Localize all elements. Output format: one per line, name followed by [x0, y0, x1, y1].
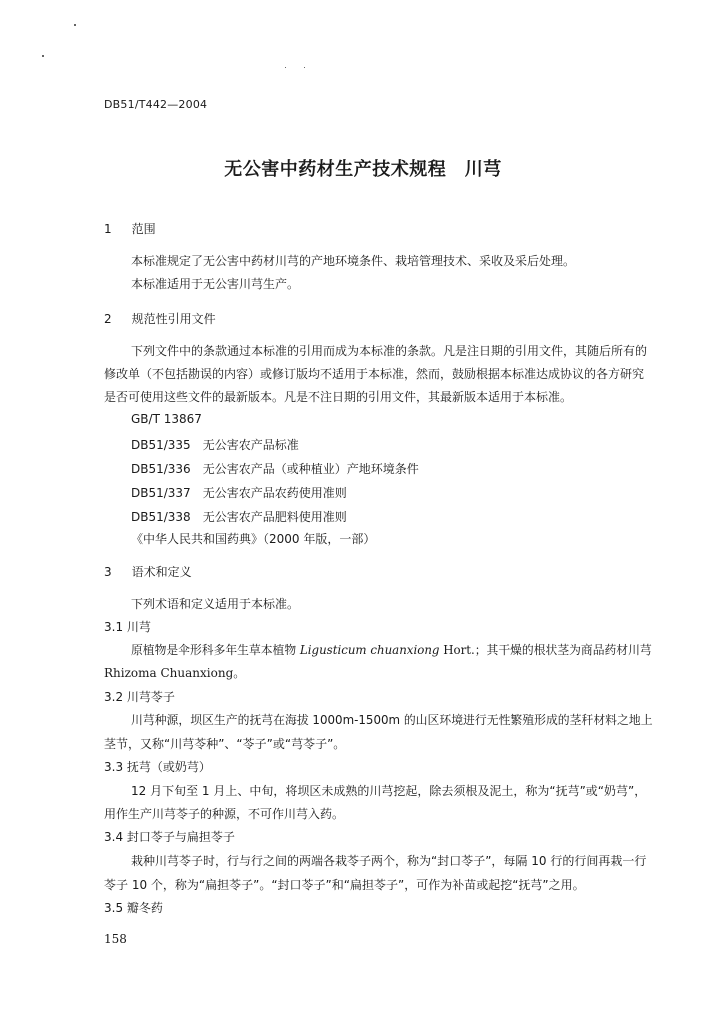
paragraph: 本标准规定了无公害中药材川芎的产地环境条件、栽培管理技术、采收及采后处理。: [131, 254, 576, 268]
reference-item: DB51/337 无公害农产品农药使用准则: [131, 486, 347, 500]
latin-name: Ligusticum chuanxiong: [299, 643, 440, 657]
section-title: 语术和定义: [131, 565, 192, 579]
section-3-heading: [104, 563, 192, 580]
term-heading: 3.5 瓣冬药: [104, 901, 163, 915]
section-title: 范围: [131, 222, 156, 236]
paragraph: 本标准适用于无公害川芎生产。: [131, 277, 300, 291]
section-number: 1: [104, 222, 112, 236]
reference-item: DB51/336 无公害农产品（或种植业）产地环境条件: [131, 462, 419, 476]
term-heading: 3.2 川芎苓子: [104, 690, 175, 704]
scan-speck: [42, 55, 44, 57]
term-heading: 3.3 抚芎（或奶芎）: [104, 760, 211, 774]
term-heading: 3.1 川芎: [104, 620, 151, 634]
reference-item: DB51/335 无公害农产品标准: [131, 438, 299, 452]
paragraph-line: 用作生产川芎苓子的种源，不可作川芎入药。: [104, 807, 345, 821]
document-title: 无公害中药材生产技术规程 川芎: [224, 159, 502, 180]
paragraph: 下列术语和定义适用于本标准。: [131, 597, 300, 611]
text-run: Hort.；其干燥的根状茎为商品药材川芎: [439, 643, 652, 657]
reference-item: GB/T 13867: [131, 412, 202, 426]
term-heading: 3.4 封口苓子与扁担苓子: [104, 830, 235, 844]
reference-item: DB51/338 无公害农产品肥料使用准则: [131, 510, 347, 524]
section-1-heading: [104, 220, 156, 237]
paragraph-line: Rhizoma Chuanxiong。: [104, 666, 246, 680]
reference-item: 《中华人民共和国药典》（2000 年版，一部）: [131, 532, 376, 546]
text-run: 原植物是伞形科多年生草本植物: [131, 643, 300, 657]
section-number: 2: [104, 312, 112, 326]
paragraph-line: [131, 641, 652, 658]
paragraph-line: 茎节，又称“川芎苓种”、“苓子”或“芎苓子”。: [104, 737, 346, 751]
paragraph-line: 修改单（不包括勘误的内容）或修订版均不适用于本标准，然而，鼓励根据本标准达成协议的各方研究: [104, 367, 645, 381]
scan-speck: [304, 67, 305, 68]
paragraph-line: 是否可使用这些文件的最新版本。凡是不注日期的引用文件，其最新版本适用于本标准。: [104, 390, 573, 404]
section-2-heading: [104, 310, 216, 327]
section-title: 规范性引用文件: [131, 312, 216, 326]
paragraph-line: 苓子 10 个，称为“扁担苓子”。“封口苓子”和“扁担苓子”，可作为补苗或起挖“抚芎”之用。: [104, 878, 585, 892]
section-number: 3: [104, 565, 112, 579]
scan-speck: [285, 67, 286, 68]
paragraph-line: 栽种川芎苓子时，行与行之间的两端各栽苓子两个，称为“封口苓子”，每隔 10 行的行间再栽一行: [131, 854, 647, 868]
page-number: 158: [104, 932, 127, 946]
paragraph-line: 川芎种源，坝区生产的抚芎在海拔 1000m-1500m 的山区环境进行无性繁殖形成的茎秆材料之地上: [131, 713, 653, 727]
scan-speck: [74, 24, 76, 26]
standard-code: DB51/T442—2004: [104, 98, 208, 111]
paragraph-line: 下列文件中的条款通过本标准的引用而成为本标准的条款。凡是注日期的引用文件，其随后所有的: [131, 344, 648, 358]
paragraph-line: 12 月下旬至 1 月上、中旬，将坝区未成熟的川芎挖起，除去须根及泥土，称为“抚芎”或“奶芎”，: [131, 784, 647, 798]
